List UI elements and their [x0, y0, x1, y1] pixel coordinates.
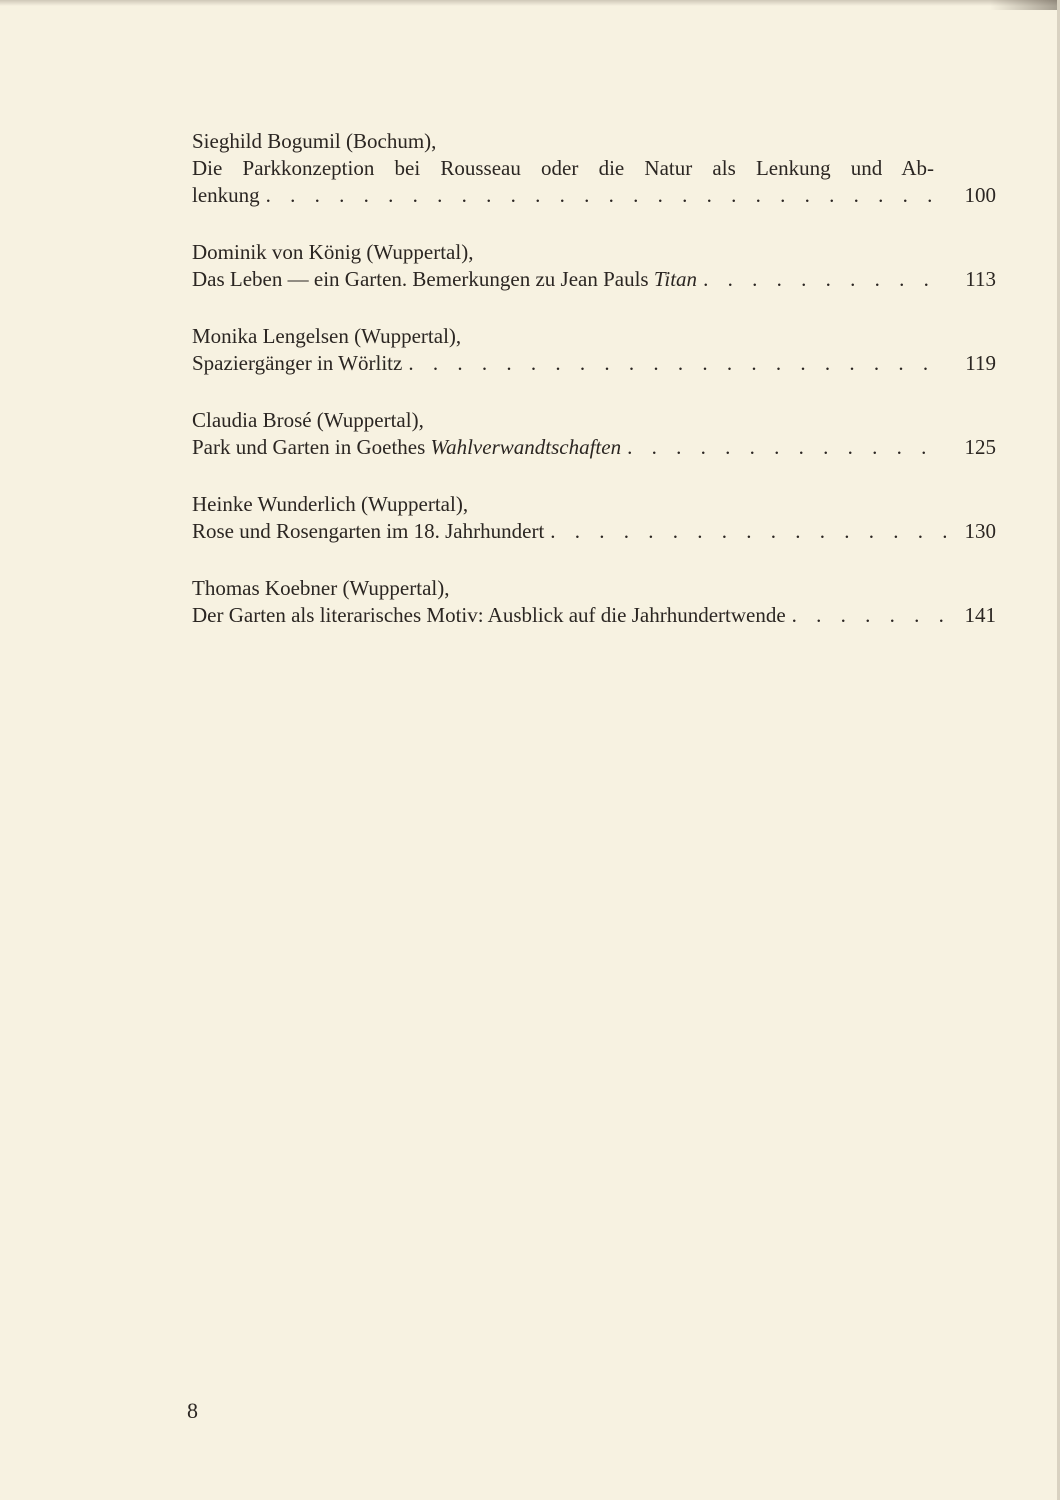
toc-title-line [192, 602, 996, 629]
toc-title-line [192, 182, 996, 209]
toc-title [192, 434, 621, 461]
toc-entry [192, 407, 996, 461]
toc-entry [192, 575, 996, 629]
toc-entry [192, 491, 996, 545]
toc-author: Heinke Wunderlich (Wuppertal), [192, 492, 469, 516]
toc-author: Claudia Brosé (Wuppertal), [192, 408, 424, 432]
dot-leader [260, 182, 946, 209]
toc-title: Der Garten als literarisches Motiv: Ausblick auf die Jahrhundertwende [192, 603, 786, 627]
toc-title-continuation: lenkung [192, 183, 260, 207]
table-of-contents [192, 128, 996, 659]
toc-page-number: 119 [965, 351, 996, 375]
toc-entry [192, 239, 996, 293]
toc-entry [192, 323, 996, 377]
toc-title-line [192, 266, 996, 293]
dot-leader [621, 434, 946, 461]
toc-title: Die Parkkonzeption bei Rousseau oder die Natur als Lenkung und Ab- [192, 156, 934, 180]
toc-title: Rose und Rosengarten im 18. Jahrhundert [192, 519, 545, 543]
toc-title: Spaziergänger in Wörlitz [192, 351, 403, 375]
toc-title [192, 266, 697, 293]
toc-author: Monika Lengelsen (Wuppertal), [192, 324, 462, 348]
dot-leader [697, 266, 946, 293]
toc-entry [192, 128, 996, 209]
toc-title-text: Das Leben — ein Garten. Bemerkungen zu Jean Pauls [192, 267, 654, 291]
toc-author: Thomas Koebner (Wuppertal), [192, 576, 450, 600]
toc-author: Dominik von König (Wuppertal), [192, 240, 474, 264]
toc-page-number: 125 [964, 435, 996, 459]
toc-title-text: Park und Garten in Goethes [192, 435, 431, 459]
toc-page-number: 100 [964, 183, 996, 207]
page-top-edge [0, 0, 1060, 6]
dot-leader [786, 602, 946, 629]
toc-title-work: Wahlverwandtschaften [430, 435, 622, 459]
toc-author: Sieghild Bogumil (Bochum), [192, 129, 437, 153]
toc-title-line [192, 434, 996, 461]
page-number: 8 [187, 1398, 198, 1423]
toc-page-number: 130 [964, 519, 996, 543]
dot-leader [402, 350, 946, 377]
toc-title-work: Titan [653, 267, 698, 291]
toc-page-number: 141 [964, 603, 996, 627]
toc-title-line [192, 518, 996, 545]
dot-leader [544, 518, 946, 545]
toc-title-line [192, 350, 996, 377]
toc-page-number: 113 [965, 267, 996, 291]
page-corner-shadow [990, 0, 1060, 10]
